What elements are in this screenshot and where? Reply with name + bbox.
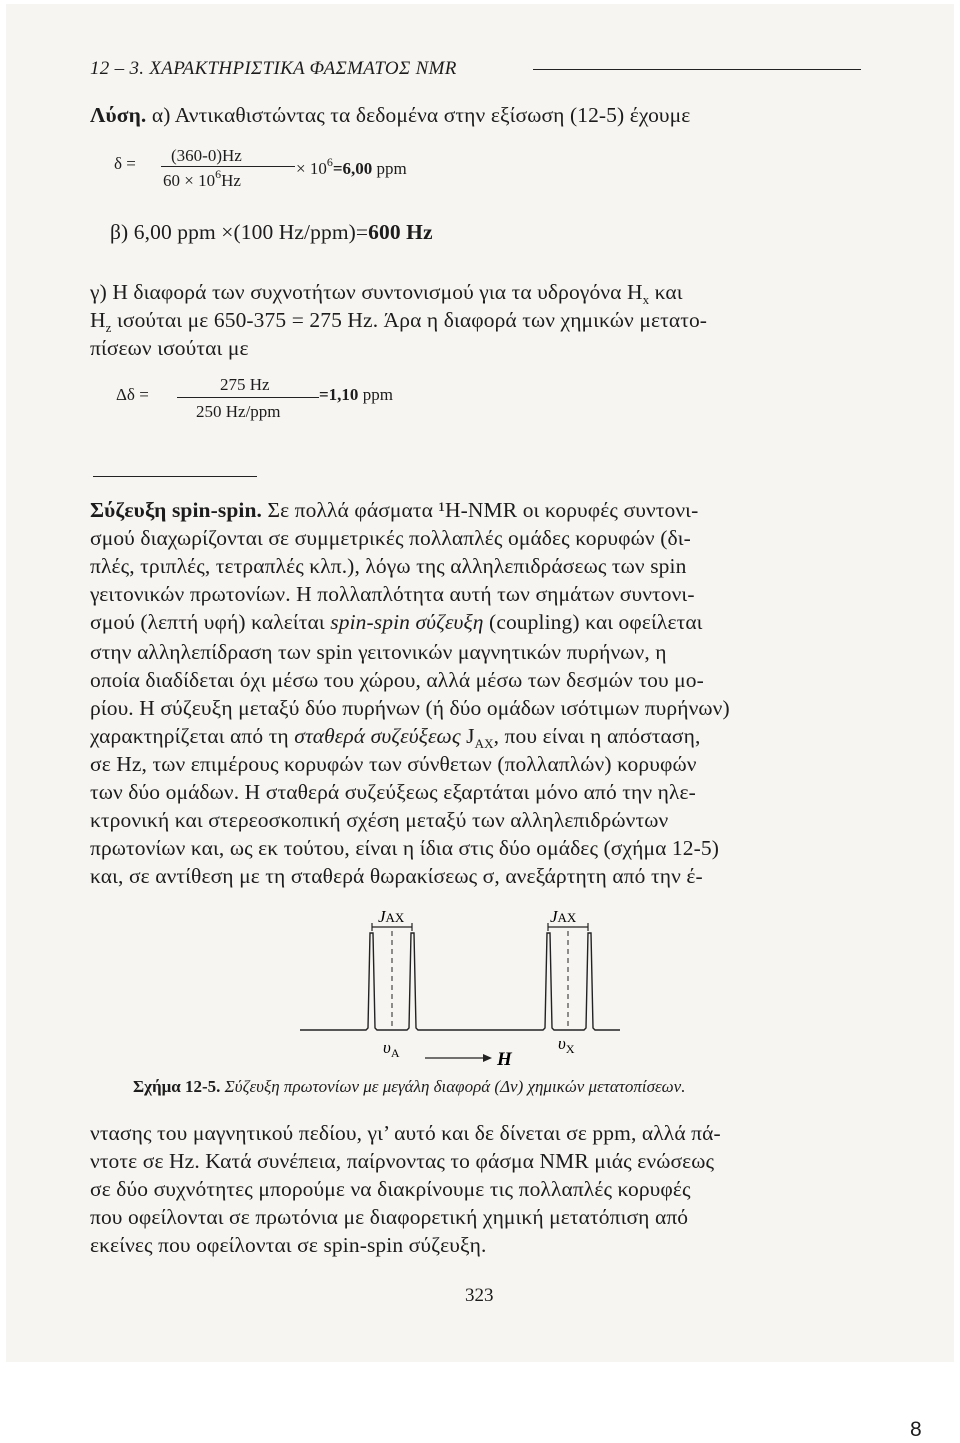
running-header: 12 – 3. ΧΑΡΑΚΤΗΡΙΣΤΙΚΑ ΦΑΣΜΑΤΟΣ NMR: [90, 58, 457, 79]
continuation-line-5: εκείνες που οφείλονται σε spin-spin σύζευξη.: [90, 1233, 487, 1257]
section-separator: [93, 476, 257, 477]
coupling-heading: Σύζευξη spin-spin.: [90, 498, 262, 522]
eq1-denominator: $60 \times 10^6Hz$: [163, 167, 241, 190]
coupling-line-14: και, σε αντίθεση με τη σταθερά θωρακίσεως σ, ανεξάρτητη από την έ-: [90, 864, 703, 888]
field-label: H: [497, 1049, 512, 1070]
header-rule: [533, 69, 861, 70]
va-label: $\upsilon_A$: [383, 1038, 400, 1060]
figure-caption: Σχήμα 12-5. Σύζευξη πρωτονίων με μεγάλη διαφορά (Δν) χημικών μετατοπίσεων.: [133, 1077, 686, 1096]
solution-c-line-1: γ) Η διαφορά των συχνοτήτων συντονισμού για τα υδρογόνα $H_x$ και: [90, 280, 683, 307]
solution-a-text: α) Αντικαθιστώντας τα δεδομένα στην εξίσωση (12-5) έχουμε: [146, 103, 691, 127]
eq2-lhs: Δδ =: [116, 385, 149, 404]
eq1-result: × $10^6=6,00$ ppm: [296, 155, 407, 178]
coupling-line-11: των δύο ομάδων. Η σταθερά συζεύξεως εξαρτάται μόνο από την ηλε-: [90, 780, 696, 804]
coupling-line-10: σε Hz, των επιμέρους κορυφών των σύνθετων (πολλαπλών) κορυφών: [90, 752, 697, 776]
coupling-line-7: οποία διαδίδεται όχι μέσω του χώρου, αλλά μέσω των δεσμών του μο-: [90, 668, 704, 692]
solution-c-line-3: πίσεων ισούται με: [90, 336, 249, 360]
solution-label: Λύση.: [90, 103, 147, 127]
doublet-peaks: [300, 933, 620, 1030]
coupling-line-6: στην αλληλεπίδραση των spin γειτονικών μαγνητικών πυρήνων, η: [90, 640, 667, 664]
coupling-line-1: Σύζευξη spin-spin. Σε πολλά φάσματα ¹H-NMR οι κορυφές συντονι-: [90, 498, 699, 522]
field-arrow-head: [483, 1054, 492, 1062]
coupling-line-9: χαρακτηρίζεται από τη σταθερά συζεύξεως $J_{AX}$, που είναι η απόσταση,: [90, 724, 701, 751]
solution-c-line-2: $H_z$ ισούται με 650-375 = 275 Hz. Άρα η διαφορά των χημικών μετατο-: [90, 308, 708, 335]
eq1-numerator: (360-0)Hz: [171, 146, 242, 165]
continuation-line-1: ντασης του μαγνητικού πεδίου, γι’ αυτό και δε δίνεται σε ppm, αλλά πά-: [90, 1121, 721, 1145]
eq2-denominator: 250 Hz/ppm: [196, 402, 281, 421]
corner-number: 8: [910, 1418, 922, 1441]
coupling-line-2: σμού διαχωρίζονται σε συμμετρικές πολλαπλές ομάδες κορυφών (δι-: [90, 526, 691, 550]
coupling-line-13: πρωτονίων και, ως εκ τούτου, είναι η ίδια στις δύο ομάδες (σχήμα 12-5): [90, 836, 719, 860]
coupling-line-12: κτρονική και στερεοσκοπική σχέση μεταξύ των αλληλεπιδρώντων: [90, 808, 669, 832]
jax-left-label: JAX: [378, 907, 405, 926]
eq2-numerator: 275 Hz: [220, 375, 270, 394]
coupling-line-5: σμού (λεπτή υφή) καλείται spin-spin σύζευξη (coupling) και οφείλεται: [90, 610, 703, 634]
coupling-line-4: γειτονικών πρωτονίων. Η πολλαπλότητα αυτή των σημάτων συντονι-: [90, 582, 695, 606]
solution-b-line: β) 6,00 ppm ×(100 Hz/ppm)=600 Hz: [110, 220, 433, 244]
page-number: 323: [465, 1285, 494, 1306]
eq1-lhs: δ =: [114, 154, 136, 173]
solution-a-line: [90, 103, 690, 128]
continuation-line-2: ντοτε σε Hz. Κατά συνέπεια, παίρνοντας το φάσμα NMR μιάς ενώσεως: [90, 1149, 715, 1173]
continuation-line-4: που οφείλονται σε πρωτόνια με διαφορετική χημική μετατόπιση από: [90, 1205, 689, 1229]
vx-label: $\upsilon_X$: [558, 1034, 575, 1056]
coupling-line-8: ρίου. Η σύζευξη μεταξύ δύο πυρήνων (ή δύο ομάδων ισότιμων πυρήνων): [90, 696, 730, 720]
eq2-fraction-bar: [177, 397, 319, 398]
continuation-line-3: σε δύο συχνότητες μπορούμε να διακρίνουμε τις πολλαπλές κορυφές: [90, 1177, 691, 1201]
jax-right-label: JAX: [550, 907, 577, 926]
coupling-line-3: πλές, τριπλές, τετραπλές κλπ.), λόγω της αλληλεπιδράσεως των spin: [90, 554, 687, 578]
eq2-result: =1,10 ppm: [319, 385, 393, 404]
figure-12-5-spectrum: [300, 895, 620, 1075]
